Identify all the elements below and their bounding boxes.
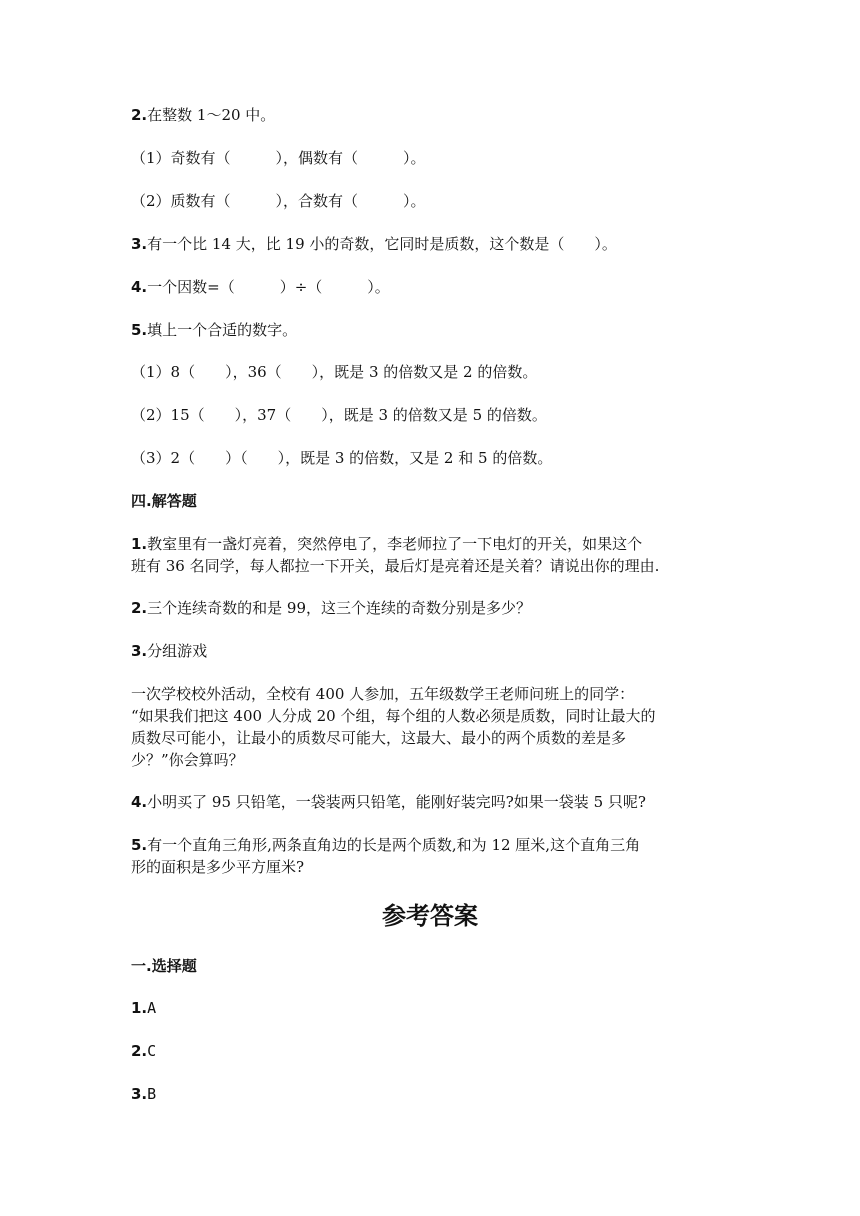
answer-item: 2.C	[131, 1042, 157, 1060]
question-3-2-part-2: （2）质数有（ ），合数有（ ）。	[131, 192, 426, 210]
question-4-4: 4.小明买了 95 只铅笔，一袋装两只铅笔，能刚好装完吗?如果一袋装 5 只呢?	[131, 793, 646, 811]
question-3-3: 3.有一个比 14 大，比 19 小的奇数，它同时是质数，这个数是（ ）。	[131, 235, 617, 253]
question-4-3: 3.分组游戏	[131, 642, 208, 660]
question-3-5-part-3: （3）2（ ）（ ），既是 3 的倍数，又是 2 和 5 的倍数。	[131, 449, 553, 467]
answer-item: 1.A	[131, 999, 157, 1017]
question-4-3-para-3: 质数尽可能小，让最小的质数尽可能大，这最大、最小的两个质数的差是多	[131, 729, 627, 747]
question-3-4: 4.一个因数=（ ）÷（ ）。	[131, 278, 390, 296]
question-4-3-para-1: 一次学校校外活动，全校有 400 人参加，五年级数学王老师问班上的同学：	[131, 685, 635, 703]
question-3-2: 2.在整数 1～20 中。	[131, 106, 276, 124]
question-4-3-para-4: 少？”你会算吗？	[131, 751, 244, 769]
section-4-heading: 四.解答题	[131, 492, 197, 510]
question-3-5-part-1: （1）8（ ），36（ ），既是 3 的倍数又是 2 的倍数。	[131, 363, 538, 381]
question-4-5-line-2: 形的面积是多少平方厘米?	[131, 858, 305, 876]
question-3-5: 5.填上一个合适的数字。	[131, 321, 298, 339]
answer-item: 3.B	[131, 1085, 157, 1103]
question-3-5-part-2: （2）15（ ），37（ ），既是 3 的倍数又是 5 的倍数。	[131, 406, 547, 424]
question-4-2: 2.三个连续奇数的和是 99，这三个连续的奇数分别是多少？	[131, 599, 531, 617]
question-4-5-line-1: 5.有一个直角三角形,两条直角边的长是两个质数,和为 12 厘米,这个直角三角	[131, 836, 641, 854]
answers-section-1-heading: 一.选择题	[131, 957, 197, 975]
question-3-2-part-1: （1）奇数有（ ），偶数有（ ）。	[131, 149, 426, 167]
question-4-1-line-2: 班有 36 名同学，每人都拉一下开关，最后灯是亮着还是关着？请说出你的理由.	[131, 557, 660, 575]
question-4-1-line-1: 1.教室里有一盏灯亮着，突然停电了，李老师拉了一下电灯的开关，如果这个	[131, 535, 643, 553]
question-4-3-para-2: “如果我们把这 400 人分成 20 个组，每个组的人数必须是质数，同时让最大的	[131, 707, 656, 725]
answers-title: 参考答案	[382, 902, 478, 930]
